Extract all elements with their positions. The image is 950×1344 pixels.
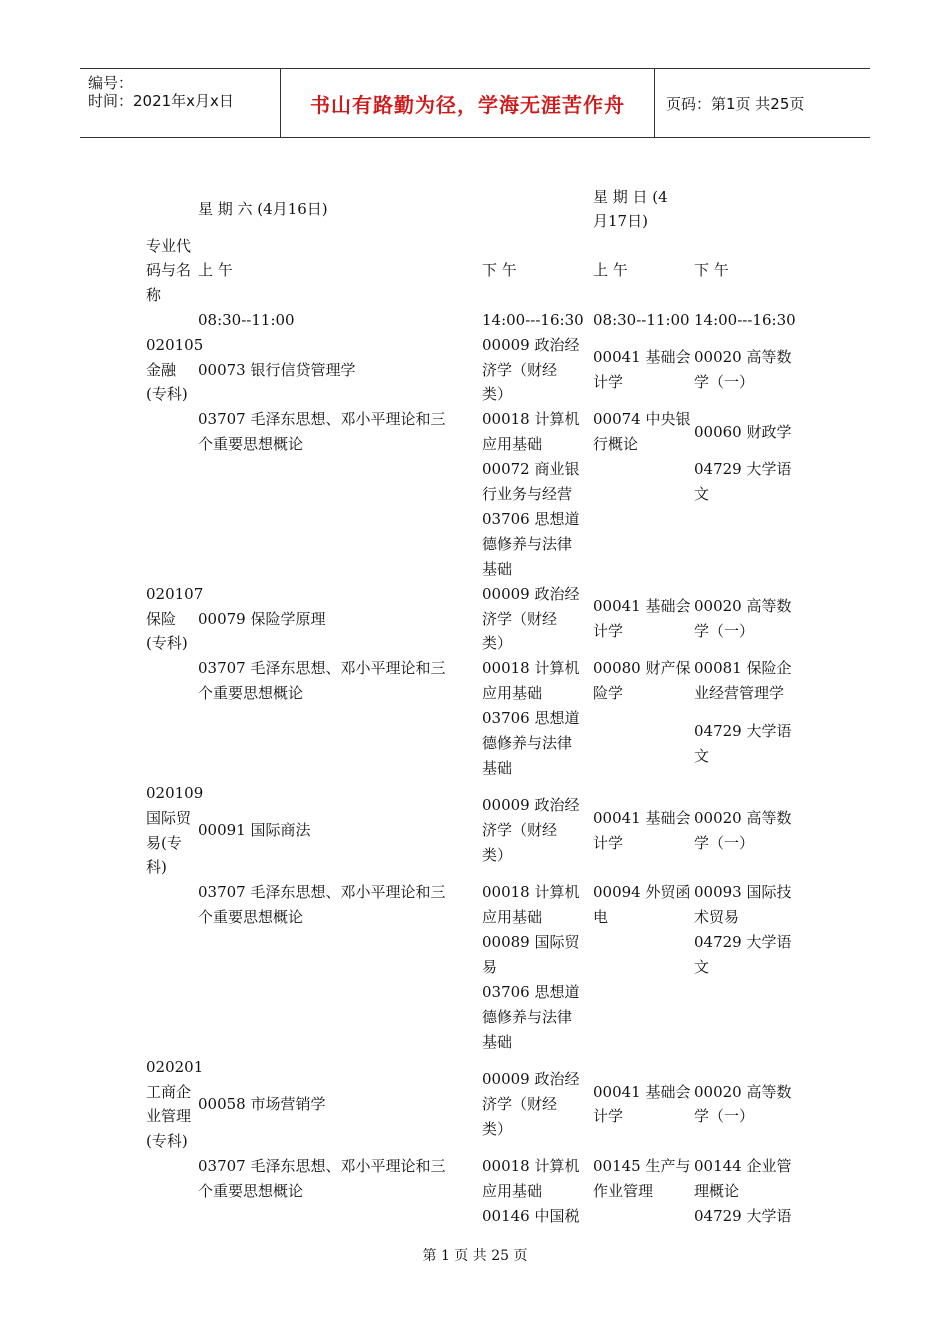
course: 应用基础	[482, 908, 543, 926]
sat-morning-header: 上 午	[198, 261, 233, 279]
course: 计学	[593, 622, 624, 640]
sun-morning-time: 08:30--11:00	[593, 311, 690, 329]
course: 个重要思想概论	[198, 1182, 304, 1200]
major-level: (专科)	[146, 634, 188, 652]
course: 应用基础	[482, 435, 543, 453]
course: 03707 毛泽东思想、邓小平理论和三	[198, 410, 446, 428]
course: 易	[482, 958, 498, 976]
course: 基础	[482, 1033, 513, 1051]
sat-morning-time: 08:30--11:00	[198, 311, 295, 329]
major-name: 易(专	[146, 834, 182, 852]
course: 00058 市场营销学	[198, 1095, 326, 1113]
sunday-header-line2: 月17日)	[593, 212, 648, 230]
course: 00009 政治经	[482, 336, 580, 354]
course: 00041 基础会	[593, 809, 691, 827]
course: 00020 高等数	[694, 348, 792, 366]
course: 行业务与经营	[482, 485, 573, 503]
course: 类）	[482, 634, 513, 652]
course: 00018 计算机	[482, 659, 580, 677]
sun-afternoon-time: 14:00---16:30	[694, 311, 796, 329]
course: 00009 政治经	[482, 796, 580, 814]
major-code: 020107	[146, 585, 204, 603]
course: 基础	[482, 560, 513, 578]
page-header	[80, 68, 870, 138]
major-level: (专科)	[146, 1132, 188, 1150]
course: 00020 高等数	[694, 809, 792, 827]
course: 险学	[593, 684, 624, 702]
course: 00018 计算机	[482, 1157, 580, 1175]
course: 03706 思想道	[482, 510, 580, 528]
course: 类）	[482, 846, 513, 864]
course: 学（一）	[694, 1107, 755, 1125]
course: 00060 财政学	[694, 423, 792, 441]
saturday-header: 星 期 六 (4月16日)	[198, 200, 328, 218]
course: 00091 国际商法	[198, 821, 311, 839]
course: 00009 政治经	[482, 585, 580, 603]
course: 应用基础	[482, 684, 543, 702]
course: 00146 中国税	[482, 1207, 580, 1225]
course: 00079 保险学原理	[198, 610, 326, 628]
course: 类）	[482, 1120, 513, 1138]
major-code: 020201	[146, 1058, 204, 1076]
course: 电	[593, 908, 609, 926]
course: 济学（财经	[482, 821, 558, 839]
course: 个重要思想概论	[198, 908, 304, 926]
doc-number-label: 编号：	[88, 74, 134, 92]
course: 00074 中央银	[593, 410, 691, 428]
major-name: 保险	[146, 610, 177, 628]
major-code: 020109	[146, 784, 204, 802]
major-name: 工商企	[146, 1083, 192, 1101]
header-motto: 书山有路勤为径，学海无涯苦作舟	[281, 69, 655, 137]
course: 00041 基础会	[593, 597, 691, 615]
course: 作业管理	[593, 1182, 654, 1200]
course: 基础	[482, 759, 513, 777]
course: 00009 政治经	[482, 1070, 580, 1088]
course: 理概论	[694, 1182, 740, 1200]
course: 学（一）	[694, 834, 755, 852]
course: 计学	[593, 1107, 624, 1125]
course: 00094 外贸函	[593, 883, 691, 901]
course: 00145 生产与	[593, 1157, 691, 1175]
course: 03706 思想道	[482, 709, 580, 727]
course: 德修养与法律	[482, 535, 573, 553]
header-meta	[80, 69, 281, 137]
doc-time-label: 时间：2021年x月x日	[88, 92, 234, 110]
sun-morning-header: 上 午	[593, 261, 628, 279]
course: 03707 毛泽东思想、邓小平理论和三	[198, 659, 446, 677]
course: 00093 国际技	[694, 883, 792, 901]
sunday-header-line1: 星 期 日 (4	[593, 188, 668, 206]
course: 学（一）	[694, 622, 755, 640]
course: 04729 大学语	[694, 722, 792, 740]
course: 个重要思想概论	[198, 435, 304, 453]
course: 业经营管理学	[694, 684, 785, 702]
course: 济学（财经	[482, 610, 558, 628]
course: 计学	[593, 373, 624, 391]
course: 04729 大学语	[694, 460, 792, 478]
major-name: 国际贸	[146, 809, 192, 827]
course: 济学（财经	[482, 1095, 558, 1113]
major-level: (专科)	[146, 385, 188, 403]
course: 学（一）	[694, 373, 755, 391]
course: 00081 保险企	[694, 659, 792, 677]
major-name: 业管理	[146, 1107, 192, 1125]
course: 03707 毛泽东思想、邓小平理论和三	[198, 1157, 446, 1175]
course: 04729 大学语	[694, 1207, 792, 1225]
course: 德修养与法律	[482, 734, 573, 752]
course: 00080 财产保	[593, 659, 691, 677]
course: 00041 基础会	[593, 348, 691, 366]
course: 00073 银行信贷管理学	[198, 361, 356, 379]
course: 文	[694, 958, 710, 976]
major-column-header-2: 码与名	[146, 261, 192, 279]
course: 文	[694, 485, 710, 503]
course: 个重要思想概论	[198, 684, 304, 702]
course: 计学	[593, 834, 624, 852]
course: 00018 计算机	[482, 883, 580, 901]
course: 04729 大学语	[694, 933, 792, 951]
major-column-header-1: 专业代	[146, 237, 192, 255]
course: 德修养与法律	[482, 1008, 573, 1026]
major-code: 020105	[146, 336, 204, 354]
course: 00072 商业银	[482, 460, 580, 478]
major-name: 科)	[146, 858, 167, 876]
course: 00144 企业管	[694, 1157, 792, 1175]
major-column-header-3: 称	[146, 286, 162, 304]
course: 00089 国际贸	[482, 933, 580, 951]
course: 类）	[482, 385, 513, 403]
course: 文	[694, 747, 710, 765]
course: 00020 高等数	[694, 1083, 792, 1101]
sun-afternoon-header: 下 午	[694, 261, 729, 279]
course: 00041 基础会	[593, 1083, 691, 1101]
course: 03707 毛泽东思想、邓小平理论和三	[198, 883, 446, 901]
course: 应用基础	[482, 1182, 543, 1200]
page-footer: 第 1 页 共 25 页	[422, 1248, 528, 1264]
sat-afternoon-time: 14:00---16:30	[482, 311, 584, 329]
course: 00018 计算机	[482, 410, 580, 428]
header-page-info: 页码：第1页 共25页	[666, 94, 805, 113]
course: 术贸易	[694, 908, 740, 926]
course: 03706 思想道	[482, 983, 580, 1001]
course: 济学（财经	[482, 361, 558, 379]
course: 00020 高等数	[694, 597, 792, 615]
course: 行概论	[593, 435, 639, 453]
sat-afternoon-header: 下 午	[482, 261, 517, 279]
major-name: 金融	[146, 361, 177, 379]
